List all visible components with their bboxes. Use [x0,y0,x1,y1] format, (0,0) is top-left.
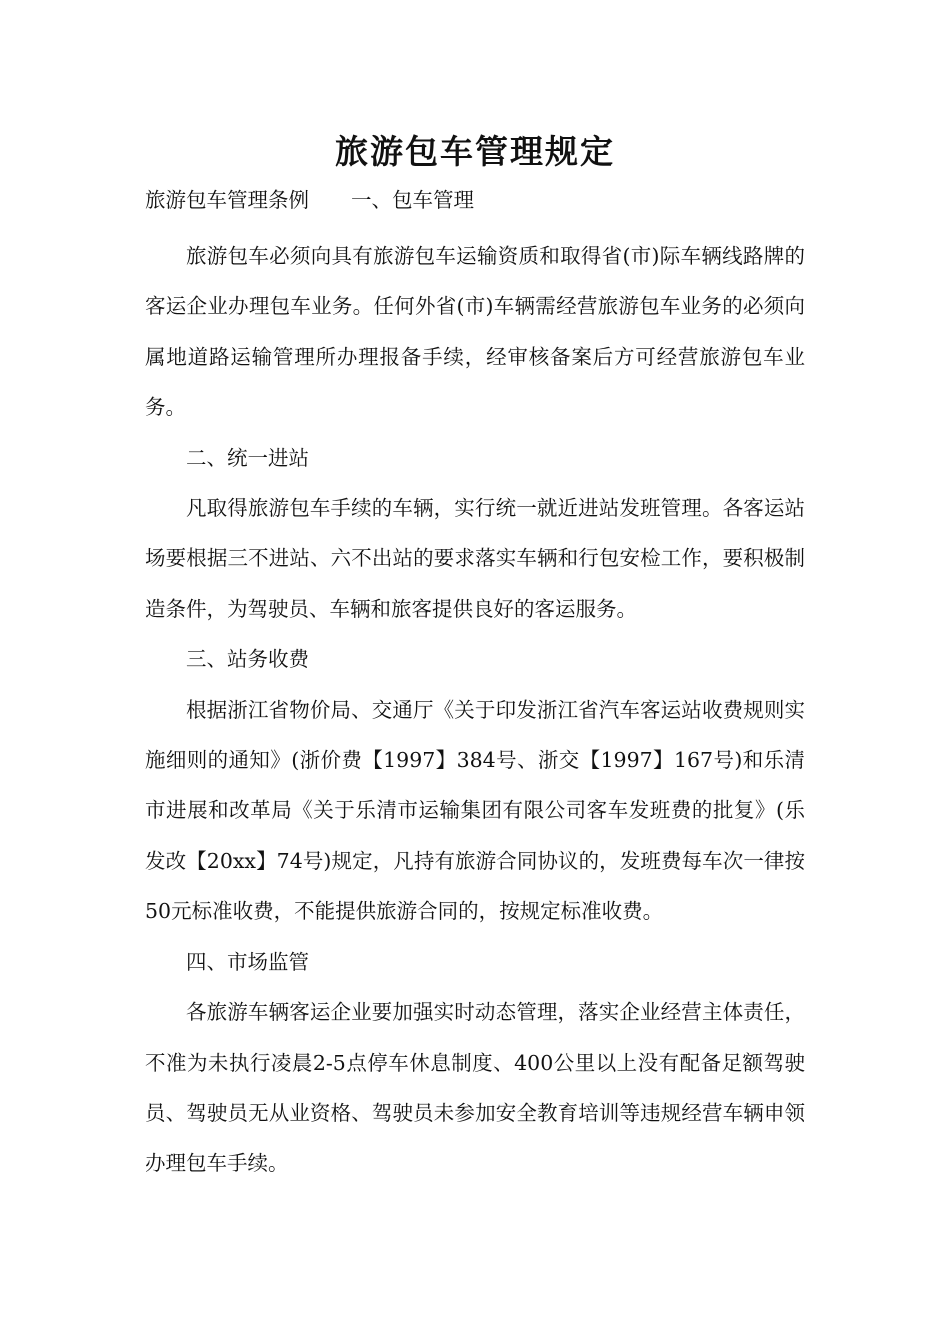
paragraph-market-supervision: 各旅游车辆客运企业要加强实时动态管理，落实企业经营主体责任，不准为未执行凌晨2-5点停车休息制度、400公里以上没有配备足额驾驶员、驾驶员无从业资格、驾驶员未参加安全教育培训等违规经营车辆申领办理包车手续。 [145,1000,805,1176]
document-title: 旅游包车管理规定 [335,132,615,171]
lead-right-heading: 一、包车管理 [351,188,474,212]
paragraph-unified-entry: 凡取得旅游包车手续的车辆，实行统一就近进站发班管理。各客运站场要根据三不进站、六不出站的要求落实车辆和行包安检工作，要积极制造条件，为驾驶员、车辆和旅客提供良好的客运服务。 [145,496,805,621]
paragraph-chartering: 旅游包车必须向具有旅游包车运输资质和取得省(市)际车辆线路牌的客运企业办理包车业务。任何外省(市)车辆需经营旅游包车业务的必须向属地道路运输管理所办理报备手续，经审核备案后方可经营旅游包车业务。 [145,244,805,420]
section-heading-unified-entry: 二、统一进站 [186,445,309,470]
document-body [145,231,805,1189]
lead-left-text: 旅游包车管理条例 [145,188,309,212]
section-heading-station-fees: 三、站务收费 [186,647,309,672]
lead-line [145,185,474,215]
section-heading-market-supervision: 四、市场监管 [186,949,309,974]
paragraph-station-fees: 根据浙江省物价局、交通厅《关于印发浙江省汽车客运站收费规则实施细则的通知》(浙价费【1997】384号、浙交【1997】167号)和乐清市进展和改革局《关于乐清市运输集团有限公司客车发班费的批复》(乐发改【20xx】74号)规定，凡持有旅游合同协议的，发班费每车次一律按50元标准收费，不能提供旅游合同的，按规定标准收费。 [145,697,805,924]
